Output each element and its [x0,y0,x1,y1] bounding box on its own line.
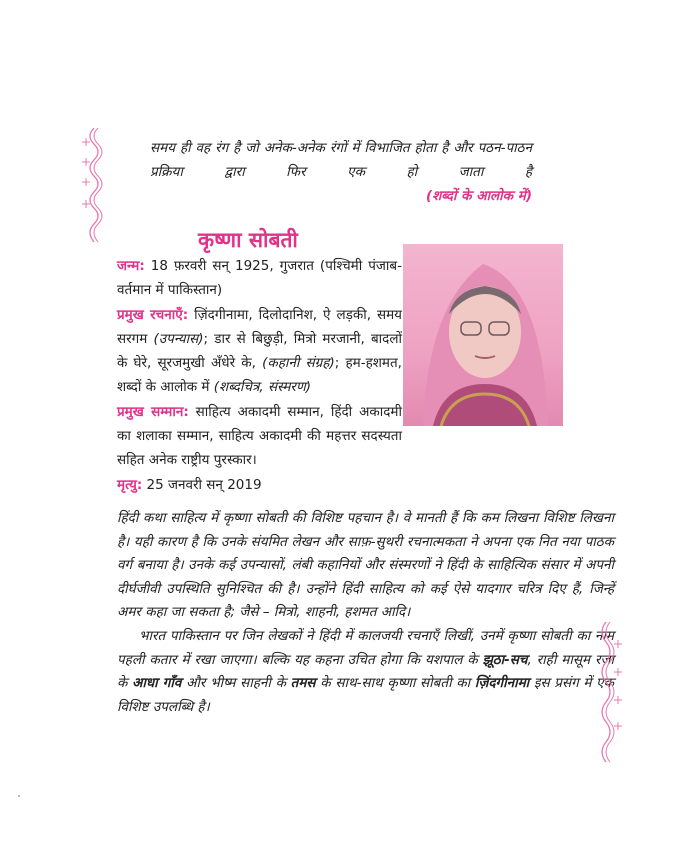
page-speck [18,795,20,797]
works-genre: (कहानी संग्रह) [262,355,335,372]
text-span: और भीष्म साहनी के [181,675,291,692]
honors-text: साहित्य अकादमी सम्मान, हिंदी अकादमी का शलाका सम्मान, साहित्य अकादमी की महत्तर सदस्यता सहित अनेक राष्ट्रीय पुरस्कार। [117,403,402,469]
epigraph-quote [150,136,532,208]
book-title: ज़िंदगीनामा [474,675,530,692]
text-span: , राही मासूम रज़ा के [117,651,614,692]
works-text: ज़िंदगीनामा, दिलोदानिश, ऐ लड़की, समय सरगम [117,306,402,347]
author-photo [403,244,563,426]
book-title: आधा गाँव [132,675,182,692]
book-title: तमस [290,675,316,692]
works-text: ; हम-हशमत, शब्दों के आलोक में [117,355,402,396]
honors-label: प्रमुख सम्मान: [117,403,189,420]
text-span: इस प्रसंग में एक विशिष्ट उपलब्धि है। [117,675,615,715]
text-span: के साथ-साथ कृष्णा सोबती का [315,675,475,692]
article-body [117,507,614,719]
author-name-heading: कृष्णा सोबती [198,228,298,252]
paragraph-2 [117,625,614,719]
death-text: 25 जनवरी सन् 2019 [146,476,262,493]
decorative-border-icon [594,622,624,764]
works-genre: (उपन्यास) [153,330,204,347]
birth-text: 18 फ़रवरी सन् 1925, गुजरात (पश्चिमी पंजाब- वर्तमान में पाकिस्तान) [117,258,402,299]
decorative-border-icon [80,128,106,243]
book-title: झूठा-सच [482,651,528,668]
works-label: प्रमुख रचनाएँ: [117,306,189,323]
works-genre: (शब्दचित्र, संस्मरण) [213,379,311,396]
text-span: भारत पाकिस्तान पर जिन लेखकों ने हिंदी में कालजयी रचनाएँ लिखीं, उनमें कृष्णा सोबती का नाम पहली कतार में रखा जाएगा। बल्कि यह कहना उचित होगा कि यशपाल के [117,627,614,668]
paragraph-1: हिंदी कथा साहित्य में कृष्णा सोबती की विशिष्ट पहचान है। वे मानती हैं कि कम लिखना विशिष्ट लिखना है। यही कारण है कि उनके संयमित लेखन और साफ़-सुथरी रचनात्मकता ने अपना एक नित नया पाठक वर्ग बनाया है। उनके कई उपन्यासों, लंबी कहानियों और संस्मरणों ने हिंदी के साहित्यिक संसार में अपनी दीर्घजीवी उपस्थिति सुनिश्चित की है। उन्होंने हिंदी साहित्य को कई ऐसे यादगार चरित्र दिए हैं, जिन्हें अमर कहा जा सकता है; जैसे – मित्रो, शाहनी, हशमत आदि। [117,510,614,621]
quote-source: (शब्दों के आलोक में) [425,188,532,204]
quote-text: समय ही वह रंग है जो अनेक-अनेक रंगों में विभाजित होता है और पठन-पाठन प्रक्रिया द्वारा फिर एक हो जाता है [150,140,532,180]
portrait-icon [403,244,563,426]
birth-label: जन्म: [117,258,145,274]
death-label: मृत्यु: [117,476,143,493]
author-info [117,254,402,497]
works-text: ; डार से बिछुड़ी, मित्रो मरजानी, बादलों के घेरे, सूरजमुखी अँधेरे के, [117,330,402,372]
